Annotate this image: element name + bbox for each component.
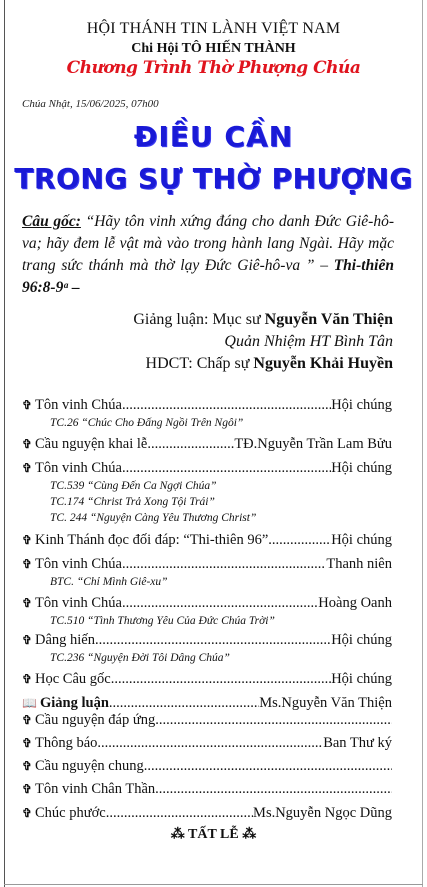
hymn-line: BTC. “Chỉ Mình Giê-xu” [50,576,168,588]
program-item-label: Tôn vinh Chúa [35,556,122,572]
leader-dots [111,671,331,688]
closing-line: ⁂ TẤT LỄ ⁂ [170,827,257,842]
cross-icon: ✞ [22,713,33,727]
leader-dots [155,712,392,729]
leader-dots [147,436,234,453]
sermon-title-line2: TRONG SỰ THỜ PHƯỢNG [14,162,413,195]
cross-icon: ✞ [22,596,33,610]
cross-icon: ✞ [22,672,33,686]
leader-dots [122,595,318,612]
leader-dots [97,735,323,752]
hymn-line: TC.539 “Cùng Đến Ca Ngợi Chúa” [50,480,217,492]
program-item [22,695,392,712]
hdct-line [146,355,393,373]
cross-icon: ✞ [22,437,33,451]
program-item [22,532,392,549]
leader-dots [122,556,326,573]
book-icon: 📖 [22,696,37,710]
program-item-label: Thông báo [35,735,98,751]
program-item [22,781,392,798]
cross-icon: ✞ [22,533,33,547]
program-item-label: Học Câu gốc [35,671,111,687]
branch-name: Chi Hội TÔ HIẾN THÀNH [131,41,296,56]
program-item-label: Cầu nguyện khai lễ [35,436,148,452]
program-item-person: Hội chúng [331,671,392,687]
hymn-line: TC.174 “Christ Trả Xong Tội Trái” [50,496,215,508]
hymn-line: TC.510 “Tình Thương Yêu Của Đức Chúa Trời” [50,615,275,627]
program-item-person: Ban Thư ký [323,735,392,751]
leader-dots [122,397,331,414]
program-item-person: Hoàng Oanh [318,595,392,611]
program-item [22,436,392,453]
program-item-person: Hội chúng [331,460,392,476]
leader-dots [144,758,392,775]
hdct-name: Nguyễn Khải Huyền [253,355,393,372]
cross-icon: ✞ [22,398,33,412]
preacher-name: Nguyễn Văn Thiện [264,311,393,328]
cross-icon: ✞ [22,759,33,773]
program-item-person: Hội chúng [331,532,392,548]
program-item-label: Tôn vinh Chúa [35,397,122,413]
cross-icon: ✞ [22,633,33,647]
leader-dots [95,632,331,649]
program-item [22,397,392,414]
leader-dots [268,532,331,549]
program-item [22,712,392,729]
program-item-label: Dâng hiến [35,632,95,648]
program-item [22,735,392,752]
program-item-label: Cầu nguyện chung [35,758,144,774]
program-item [22,556,392,573]
cross-icon: ✞ [22,557,33,571]
leader-dots [122,460,331,477]
preacher-prefix: Giảng luận: Mục sư [133,311,265,328]
program-item-label: Kinh Thánh đọc đối đáp: “Thi-thiên 96” [35,532,269,548]
key-verse-reference: Thi-thiên 96:8-9ᵃ – [22,257,394,296]
program-item-person: Ms.Nguyễn Ngọc Dũng [253,805,392,821]
organization-name: HỘI THÁNH TIN LÀNH VIỆT NAM [86,20,341,37]
hymn-line: TC.26 “Chúc Cho Đấng Ngồi Trên Ngôi” [50,417,244,429]
hymn-line: TC. 244 “Nguyện Càng Yêu Thương Christ” [50,512,257,524]
program-item-person: Ms.Nguyễn Văn Thiện [259,695,392,711]
key-verse [22,211,394,299]
program-item-label: Tôn vinh Chúa [35,460,122,476]
cross-icon: ✞ [22,806,33,820]
program-item-label: Tôn vinh Chân Thần [35,781,156,797]
leader-dots [109,695,259,712]
hdct-prefix: HDCT: Chấp sự [145,355,254,372]
program-item [22,805,392,822]
service-datetime: Chúa Nhật, 15/06/2025, 07h00 [22,98,159,110]
sermon-title-line1: ĐIỀU CẦN [133,120,294,153]
program-item-person: Hội chúng [331,632,392,648]
program-item-person: Hội chúng [331,397,392,413]
program-item-label: Tôn vinh Chúa [35,595,122,611]
program-title: Chương Trình Thờ Phượng Chúa [66,58,361,78]
preacher-line [133,311,393,329]
hymn-line: TC.236 “Nguyện Đời Tôi Dâng Chúa” [50,652,230,664]
program-item-label: Giảng luận [40,695,109,711]
key-verse-text: “Hãy tôn vinh xứng đáng cho danh Đức Giê-hô-va; hãy đem lễ vật mà vào trong hành lang Ngài. Hãy mặc trang sức thánh mà thờ lạy Đức Giê-hô-va ” – [22,213,394,274]
cross-icon: ✞ [22,736,33,750]
program-item [22,595,392,612]
cross-icon: ✞ [22,782,33,796]
leader-dots [106,805,253,822]
leader-dots [155,781,392,798]
preacher-role: Quản Nhiệm HT Bình Tân [224,333,393,350]
key-verse-label: Câu gốc: [22,213,81,230]
program-item [22,632,392,649]
cross-icon: ✞ [22,461,33,475]
program-item [22,671,392,688]
program-item [22,460,392,477]
program-item-label: Cầu nguyện đáp ứng [35,712,156,728]
program-item [22,758,392,775]
program-item-person: TĐ.Nguyễn Trần Lam Bửu [234,436,392,452]
bottom-border [4,884,423,885]
program-item-person: Thanh niên [326,556,392,572]
program-item-label: Chúc phước [35,805,106,821]
